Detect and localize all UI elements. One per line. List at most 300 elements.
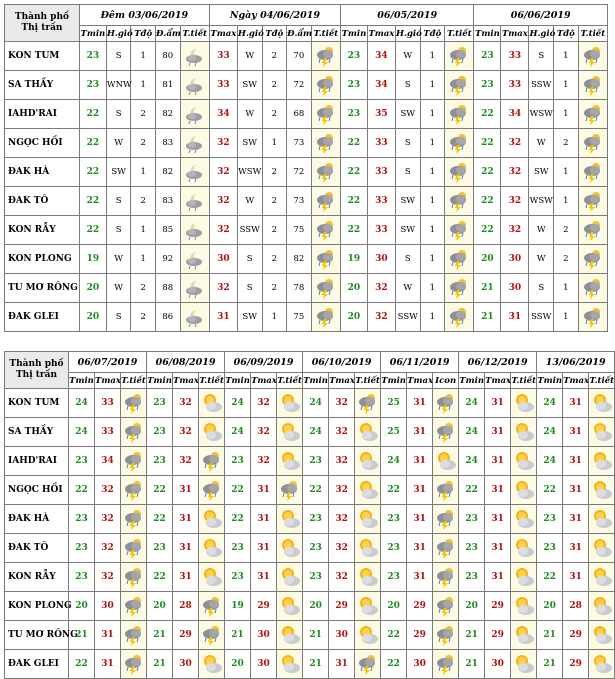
table-row bbox=[5, 621, 615, 650]
storm-icon bbox=[579, 45, 607, 67]
tmax-value: 29 bbox=[407, 621, 433, 650]
value-cell: W bbox=[106, 274, 131, 303]
weather-cell bbox=[589, 447, 615, 476]
tmax-value: 31 bbox=[407, 563, 433, 592]
storm-icon bbox=[445, 277, 473, 299]
tmax-value: 28 bbox=[173, 592, 199, 621]
tmin-value: 22 bbox=[474, 129, 501, 158]
tmax-value: 29 bbox=[407, 592, 433, 621]
table-row bbox=[5, 187, 608, 216]
date-header-0: Đêm 03/06/2019 bbox=[79, 5, 209, 26]
value-cell: 85 bbox=[155, 216, 180, 245]
city-name: NGỌC HỒI bbox=[5, 129, 80, 158]
tmax-value: 31 bbox=[407, 476, 433, 505]
tmin-value: 22 bbox=[474, 216, 501, 245]
value-cell: S bbox=[395, 245, 420, 274]
value-cell: 70 bbox=[287, 42, 312, 71]
storm-icon bbox=[445, 248, 473, 270]
weather-cell bbox=[355, 534, 381, 563]
tmin-value: 24 bbox=[225, 389, 251, 418]
city-name: KON TUM bbox=[5, 389, 69, 418]
tmax-value: 31 bbox=[173, 534, 199, 563]
tmin-value: 22 bbox=[147, 476, 173, 505]
weather-cell bbox=[511, 389, 537, 418]
tmax-value: 31 bbox=[563, 505, 589, 534]
tmax-value: 31 bbox=[407, 505, 433, 534]
tmax-value: 32 bbox=[251, 389, 277, 418]
col-header-icon: Icon bbox=[433, 373, 459, 389]
date-header-5: 06/12/2019 bbox=[459, 352, 537, 373]
storm-icon bbox=[312, 45, 340, 67]
weather-cell bbox=[589, 650, 615, 679]
tmin-value: 24 bbox=[537, 418, 563, 447]
tmin-value: 21 bbox=[147, 621, 173, 650]
weather-cell bbox=[445, 245, 474, 274]
city-name: KON RẪY bbox=[5, 563, 69, 592]
tmin-value: 22 bbox=[340, 158, 367, 187]
col-header-tmin: Tmin bbox=[225, 373, 251, 389]
value-cell: WSW bbox=[529, 100, 554, 129]
weather-cell bbox=[355, 389, 381, 418]
weather-cell bbox=[277, 592, 303, 621]
storm-icon bbox=[121, 595, 146, 617]
sun-cloud-icon bbox=[589, 595, 614, 617]
tmax-value: 32 bbox=[95, 534, 121, 563]
value-cell: 2 bbox=[262, 71, 287, 100]
value-cell: 86 bbox=[155, 303, 180, 332]
weather-cell bbox=[445, 129, 474, 158]
col-header-t-tiet: T.tiết bbox=[445, 26, 474, 42]
tmin-value: 22 bbox=[79, 216, 106, 245]
weather-cell bbox=[199, 534, 225, 563]
tmax-value: 30 bbox=[367, 245, 395, 274]
value-cell: 2 bbox=[262, 245, 287, 274]
tmin-value: 20 bbox=[474, 245, 501, 274]
tmax-value: 30 bbox=[173, 650, 199, 679]
weather-cell bbox=[311, 303, 340, 332]
value-cell: 2 bbox=[554, 129, 579, 158]
date-header-3: 06/10/2019 bbox=[303, 352, 381, 373]
tmax-value: 33 bbox=[367, 187, 395, 216]
table-row bbox=[5, 129, 608, 158]
tmin-value: 23 bbox=[459, 563, 485, 592]
weather-cell bbox=[121, 505, 147, 534]
tmax-value: 31 bbox=[563, 534, 589, 563]
weather-cell bbox=[445, 158, 474, 187]
col-header-t-tiet: T.tiết bbox=[277, 373, 303, 389]
storm-icon bbox=[579, 132, 607, 154]
night-cloud-icon bbox=[181, 278, 209, 298]
col-header-t-tiet: T.tiết bbox=[121, 373, 147, 389]
sun-cloud-icon bbox=[199, 508, 224, 530]
value-cell: 1 bbox=[554, 100, 579, 129]
city-name: TU MƠ RÔNG bbox=[5, 621, 69, 650]
tmax-value: 32 bbox=[501, 187, 529, 216]
tmax-value: 31 bbox=[329, 650, 355, 679]
date-header-6: 13/06/2019 bbox=[537, 352, 615, 373]
tmax-value: 29 bbox=[329, 592, 355, 621]
tmin-value: 23 bbox=[225, 447, 251, 476]
tmax-value: 33 bbox=[209, 42, 237, 71]
storm-icon bbox=[312, 306, 340, 328]
col-header-t-tiet: T.tiết bbox=[311, 26, 340, 42]
tmax-value: 32 bbox=[501, 216, 529, 245]
table-row bbox=[5, 563, 615, 592]
storm-icon bbox=[312, 190, 340, 212]
tmin-value: 24 bbox=[225, 418, 251, 447]
tmax-value: 30 bbox=[407, 650, 433, 679]
storm-icon bbox=[355, 392, 380, 414]
sun-cloud-icon bbox=[277, 421, 302, 443]
sun-cloud-icon bbox=[511, 392, 536, 414]
value-cell: SW bbox=[106, 158, 131, 187]
sun-cloud-icon bbox=[277, 392, 302, 414]
value-cell: 1 bbox=[131, 71, 156, 100]
tmin-value: 20 bbox=[381, 592, 407, 621]
storm-icon bbox=[433, 392, 458, 414]
sun-cloud-icon bbox=[589, 508, 614, 530]
city-name: ĐAK TÔ bbox=[5, 187, 80, 216]
weather-cell bbox=[355, 621, 381, 650]
weather-cell bbox=[578, 274, 607, 303]
weather-cell bbox=[433, 505, 459, 534]
weather-cell bbox=[578, 42, 607, 71]
value-cell: 2 bbox=[262, 187, 287, 216]
tmax-value: 31 bbox=[563, 447, 589, 476]
tmin-value: 22 bbox=[459, 476, 485, 505]
value-cell: 1 bbox=[554, 158, 579, 187]
value-cell: SSW bbox=[529, 303, 554, 332]
tmax-value: 30 bbox=[251, 650, 277, 679]
col-header-t-tiet: T.tiết bbox=[355, 373, 381, 389]
storm-icon bbox=[445, 219, 473, 241]
sun-cloud-icon bbox=[355, 624, 380, 646]
tmax-value: 30 bbox=[485, 650, 511, 679]
weather-cell bbox=[311, 158, 340, 187]
date-header-4: 06/11/2019 bbox=[381, 352, 459, 373]
value-cell: 1 bbox=[420, 129, 445, 158]
weather-cell bbox=[511, 563, 537, 592]
weather-cell bbox=[199, 592, 225, 621]
value-cell: 2 bbox=[554, 245, 579, 274]
weather-cell bbox=[511, 534, 537, 563]
value-cell: 1 bbox=[554, 274, 579, 303]
weather-cell bbox=[433, 447, 459, 476]
tmax-value: 31 bbox=[209, 303, 237, 332]
col-header-h-gio: H.gió bbox=[237, 26, 262, 42]
night-cloud-icon bbox=[181, 162, 209, 182]
sun-cloud-icon bbox=[589, 392, 614, 414]
storm-icon bbox=[312, 277, 340, 299]
value-cell: 72 bbox=[287, 158, 312, 187]
tmin-value: 25 bbox=[381, 418, 407, 447]
tmax-value: 32 bbox=[501, 129, 529, 158]
sun-cloud-icon bbox=[277, 566, 302, 588]
weather-cell bbox=[355, 505, 381, 534]
tmax-value: 33 bbox=[501, 71, 529, 100]
sun-cloud-icon bbox=[589, 653, 614, 675]
tmax-value: 31 bbox=[251, 534, 277, 563]
tmin-value: 22 bbox=[537, 563, 563, 592]
weather-cell bbox=[180, 129, 209, 158]
tmin-value: 22 bbox=[381, 650, 407, 679]
value-cell: 1 bbox=[420, 274, 445, 303]
value-cell: 73 bbox=[287, 129, 312, 158]
city-name: KON PLONG bbox=[5, 245, 80, 274]
tmax-value: 34 bbox=[209, 100, 237, 129]
city-name: ĐAK GLEI bbox=[5, 650, 69, 679]
storm-icon bbox=[433, 479, 458, 501]
value-cell: 83 bbox=[155, 187, 180, 216]
tmin-value: 20 bbox=[303, 592, 329, 621]
weather-cell bbox=[445, 274, 474, 303]
tmin-value: 21 bbox=[303, 621, 329, 650]
sun-cloud-icon bbox=[511, 653, 536, 675]
tmax-value: 31 bbox=[251, 505, 277, 534]
sun-cloud-icon bbox=[355, 595, 380, 617]
tmin-value: 23 bbox=[340, 71, 367, 100]
value-cell: 82 bbox=[287, 245, 312, 274]
storm-icon bbox=[445, 306, 473, 328]
weather-cell bbox=[433, 563, 459, 592]
tmax-value: 34 bbox=[95, 447, 121, 476]
value-cell: 72 bbox=[287, 71, 312, 100]
weather-cell bbox=[511, 505, 537, 534]
weather-cell bbox=[277, 650, 303, 679]
col-header-tdo: Tđộ bbox=[131, 26, 156, 42]
storm-icon bbox=[277, 479, 302, 501]
table-row bbox=[5, 158, 608, 187]
tmin-value: 22 bbox=[340, 216, 367, 245]
tmax-value: 32 bbox=[329, 389, 355, 418]
tmax-value: 32 bbox=[173, 389, 199, 418]
weather-cell bbox=[311, 187, 340, 216]
tmin-value: 23 bbox=[303, 505, 329, 534]
tmax-value: 34 bbox=[367, 71, 395, 100]
value-cell: 80 bbox=[155, 42, 180, 71]
night-cloud-icon bbox=[181, 133, 209, 153]
tmax-value: 30 bbox=[329, 621, 355, 650]
table-row bbox=[5, 245, 608, 274]
weather-cell bbox=[121, 534, 147, 563]
value-cell: W bbox=[529, 245, 554, 274]
value-cell: 1 bbox=[420, 71, 445, 100]
night-cloud-icon bbox=[181, 104, 209, 124]
storm-icon bbox=[433, 537, 458, 559]
col-header-tmin: Tmin bbox=[381, 373, 407, 389]
weather-cell bbox=[511, 592, 537, 621]
value-cell: W bbox=[529, 216, 554, 245]
weather-cell bbox=[199, 563, 225, 592]
value-cell: S bbox=[106, 100, 131, 129]
tmax-value: 29 bbox=[173, 621, 199, 650]
tmin-value: 24 bbox=[303, 418, 329, 447]
weather-cell bbox=[589, 505, 615, 534]
tmin-value: 22 bbox=[79, 129, 106, 158]
value-cell: SW bbox=[395, 216, 420, 245]
tmax-value: 31 bbox=[563, 476, 589, 505]
tmin-value: 24 bbox=[69, 418, 95, 447]
storm-icon bbox=[121, 421, 146, 443]
tmax-value: 31 bbox=[485, 447, 511, 476]
table-row bbox=[5, 476, 615, 505]
value-cell: 1 bbox=[420, 245, 445, 274]
storm-icon bbox=[445, 45, 473, 67]
tmin-value: 23 bbox=[147, 447, 173, 476]
tmin-value: 19 bbox=[79, 245, 106, 274]
weather-cell bbox=[199, 447, 225, 476]
tmin-value: 22 bbox=[225, 505, 251, 534]
weather-cell bbox=[355, 447, 381, 476]
col-header-tmin: Tmin bbox=[69, 373, 95, 389]
weather-cell bbox=[433, 418, 459, 447]
tmin-value: 24 bbox=[303, 389, 329, 418]
tmax-value: 34 bbox=[501, 100, 529, 129]
table-row bbox=[5, 650, 615, 679]
tmin-value: 22 bbox=[79, 187, 106, 216]
tmax-value: 31 bbox=[95, 650, 121, 679]
weather-cell bbox=[433, 621, 459, 650]
storm-icon bbox=[579, 103, 607, 125]
value-cell: 1 bbox=[554, 42, 579, 71]
weather-cell bbox=[180, 187, 209, 216]
tmax-value: 31 bbox=[251, 563, 277, 592]
tmax-value: 32 bbox=[329, 476, 355, 505]
night-cloud-icon bbox=[181, 191, 209, 211]
tmax-value: 31 bbox=[251, 476, 277, 505]
tmax-value: 32 bbox=[209, 158, 237, 187]
weather-cell bbox=[589, 592, 615, 621]
city-name: IAHD'RAI bbox=[5, 447, 69, 476]
sun-cloud-icon bbox=[511, 537, 536, 559]
tmax-value: 33 bbox=[501, 42, 529, 71]
value-cell: W bbox=[106, 129, 131, 158]
tmax-value: 30 bbox=[501, 274, 529, 303]
weather-cell bbox=[277, 447, 303, 476]
sun-cloud-icon bbox=[589, 421, 614, 443]
tmax-value: 31 bbox=[407, 418, 433, 447]
value-cell: 2 bbox=[131, 303, 156, 332]
storm-icon bbox=[445, 74, 473, 96]
tmax-value: 31 bbox=[407, 534, 433, 563]
storm-icon bbox=[121, 450, 146, 472]
col-header-h-gio: H.gió bbox=[106, 26, 131, 42]
storm-icon bbox=[433, 508, 458, 530]
sun-cloud-icon bbox=[511, 566, 536, 588]
tmin-value: 24 bbox=[459, 418, 485, 447]
weather-cell bbox=[589, 389, 615, 418]
tmax-value: 31 bbox=[485, 476, 511, 505]
tmin-value: 23 bbox=[459, 505, 485, 534]
weather-cell bbox=[355, 476, 381, 505]
sun-cloud-icon bbox=[199, 653, 224, 675]
value-cell: S bbox=[395, 158, 420, 187]
sun-cloud-icon bbox=[589, 624, 614, 646]
tmax-value: 29 bbox=[485, 621, 511, 650]
tmin-value: 23 bbox=[474, 42, 501, 71]
table-row bbox=[5, 303, 608, 332]
tmin-value: 23 bbox=[225, 563, 251, 592]
value-cell: SSW bbox=[529, 71, 554, 100]
value-cell: S bbox=[237, 245, 262, 274]
tmin-value: 23 bbox=[79, 42, 106, 71]
value-cell: 1 bbox=[554, 303, 579, 332]
tmax-value: 31 bbox=[485, 505, 511, 534]
weather-cell bbox=[578, 158, 607, 187]
tmax-value: 32 bbox=[501, 158, 529, 187]
sun-cloud-icon bbox=[277, 595, 302, 617]
tmax-value: 32 bbox=[209, 274, 237, 303]
night-cloud-icon bbox=[181, 75, 209, 95]
sun-cloud-icon bbox=[199, 392, 224, 414]
sun-cloud-icon bbox=[277, 537, 302, 559]
col-header-tmin: Tmin bbox=[79, 26, 106, 42]
tmin-value: 20 bbox=[147, 592, 173, 621]
value-cell: S bbox=[106, 187, 131, 216]
value-cell: SW bbox=[529, 158, 554, 187]
weather-cell bbox=[445, 187, 474, 216]
tmax-value: 31 bbox=[563, 389, 589, 418]
tmax-value: 32 bbox=[173, 447, 199, 476]
storm-icon bbox=[121, 479, 146, 501]
weather-cell bbox=[511, 650, 537, 679]
tmin-value: 24 bbox=[381, 447, 407, 476]
tmin-value: 23 bbox=[459, 534, 485, 563]
weather-cell bbox=[511, 418, 537, 447]
value-cell: S bbox=[529, 42, 554, 71]
tmax-value: 31 bbox=[501, 303, 529, 332]
tmin-value: 23 bbox=[147, 418, 173, 447]
weather-cell bbox=[180, 245, 209, 274]
tmax-value: 32 bbox=[209, 129, 237, 158]
col-header-tmin: Tmin bbox=[537, 373, 563, 389]
value-cell: 1 bbox=[420, 303, 445, 332]
tmin-value: 23 bbox=[69, 505, 95, 534]
sun-cloud-icon bbox=[511, 421, 536, 443]
tmin-value: 22 bbox=[474, 187, 501, 216]
value-cell: 1 bbox=[131, 216, 156, 245]
storm-icon bbox=[433, 653, 458, 675]
weather-cell bbox=[511, 476, 537, 505]
weather-cell bbox=[277, 418, 303, 447]
forecast-table-1 bbox=[4, 4, 608, 332]
sun-cloud-icon bbox=[433, 450, 458, 472]
value-cell: 2 bbox=[131, 100, 156, 129]
value-cell: 88 bbox=[155, 274, 180, 303]
storm-icon bbox=[579, 248, 607, 270]
col-header-t-tiet: T.tiết bbox=[180, 26, 209, 42]
tmin-value: 23 bbox=[69, 563, 95, 592]
city-name: KON RẪY bbox=[5, 216, 80, 245]
weather-cell bbox=[277, 563, 303, 592]
value-cell: 73 bbox=[287, 187, 312, 216]
tmin-value: 20 bbox=[459, 592, 485, 621]
tmax-value: 31 bbox=[485, 389, 511, 418]
tmax-value: 32 bbox=[329, 563, 355, 592]
col-header-tdo: Tđộ bbox=[554, 26, 579, 42]
tmin-value: 22 bbox=[303, 476, 329, 505]
tmin-value: 23 bbox=[340, 100, 367, 129]
weather-cell bbox=[433, 476, 459, 505]
value-cell: SW bbox=[237, 303, 262, 332]
col-header-tdo: Tđộ bbox=[420, 26, 445, 42]
weather-cell bbox=[511, 447, 537, 476]
storm-icon bbox=[579, 306, 607, 328]
date-header-2: 06/05/2019 bbox=[340, 5, 473, 26]
tmin-value: 23 bbox=[474, 71, 501, 100]
tmax-value: 32 bbox=[209, 187, 237, 216]
sun-cloud-icon bbox=[589, 450, 614, 472]
